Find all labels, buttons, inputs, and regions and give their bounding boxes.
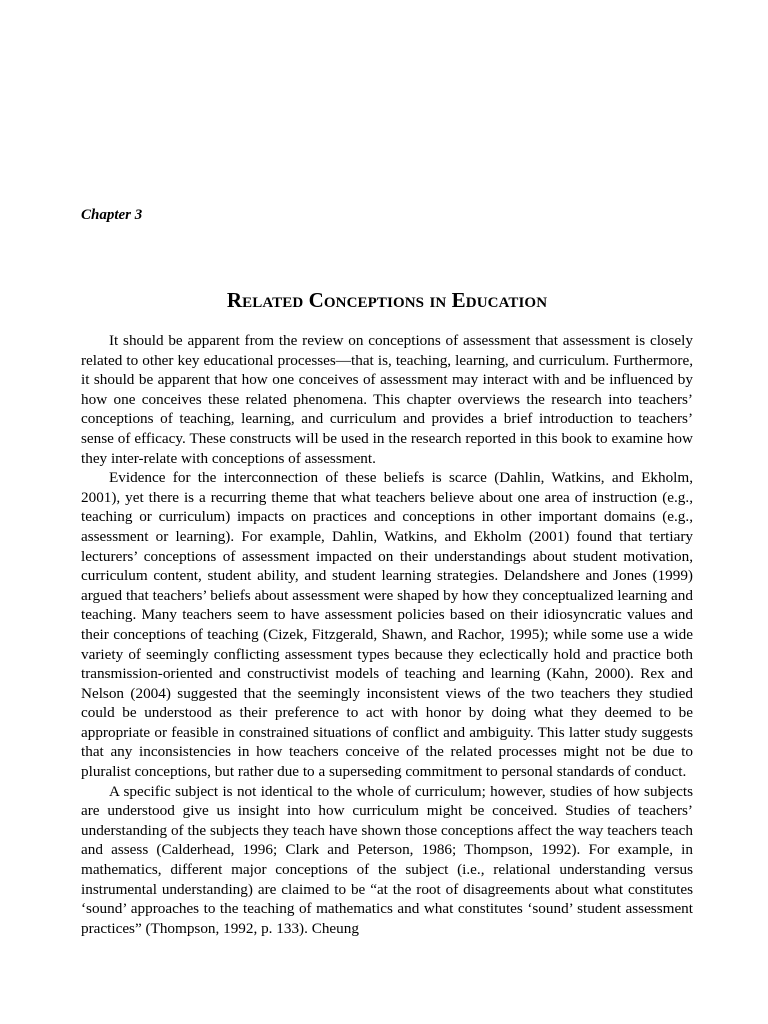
paragraph: A specific subject is not identical to the whole of curriculum; however, studies of how subjects are understood give us insight into how curriculum might be conceived. Studies of teachers’ understanding of the subjects they teach have shown those conceptions affect the way teachers teach and assess (Calderhead, 1996; Clark and Peterson, 1986; Thompson, 1992). For example, in mathematics, different major conceptions of the subject (i.e., relational understanding versus instrumental understanding) are claimed to be “at the root of disagreements about what constitutes ‘sound’ approaches to the teaching of mathematics and what constitutes ‘sound’ student assessment practices” (Thompson, 1992, p. 133). Cheung (81, 782, 693, 937)
chapter-label: Chapter 3 (81, 207, 143, 223)
paragraph: It should be apparent from the review on conceptions of assessment that assessment is closely related to other key educational processes—that is, teaching, learning, and curriculum. Furthermore, it should be apparent that how one conceives of assessment may interact with and be influenced by how one conceives these related phenomena. This chapter overviews the research into teachers’ conceptions of teaching, learning, and curriculum and provides a brief introduction to teachers’ sense of efficacy. These constructs will be used in the research reported in this book to examine how they inter-relate with conceptions of assessment. (81, 332, 693, 467)
paragraph: Evidence for the interconnection of these beliefs is scarce (Dahlin, Watkins, and Ekholm, 2001), yet there is a recurring theme that what teachers believe about one area of instruction (e.g., teaching or curriculum) impacts on practices and conceptions in other important domains (e.g., assessment or learning). For example, Dahlin, Watkins, and Ekholm (2001) found that tertiary lecturers’ conceptions of assessment impacted on their understandings about student motivation, curriculum content, student ability, and student learning strategies. Delandshere and Jones (1999) argued that teachers’ beliefs about assessment were shaped by how they conceptualized learning and teaching. Many teachers seem to have assessment policies based on their idiosyncratic values and their conceptions of teaching (Cizek, Fitzgerald, Shawn, and Rachor, 1995); while some use a wide variety of seemingly conflicting assessment types because they eclectically hold and practice both transmission-oriented and constructivist models of teaching and learning (Kahn, 2000). Rex and Nelson (2004) suggested that the seemingly inconsistent views of the two teachers they studied could be understood as their preference to act with honor by doing what they deemed to be appropriate or feasible in constrained situations of conflict and ambiguity. This latter study suggests that any inconsistencies in how teachers conceive of the related processes might not be due to pluralist conceptions, but rather due to a superseding commitment to personal standards of conduct. (81, 469, 693, 781)
chapter-title: Related Conceptions in Education (226, 288, 548, 312)
body-text (81, 331, 693, 938)
